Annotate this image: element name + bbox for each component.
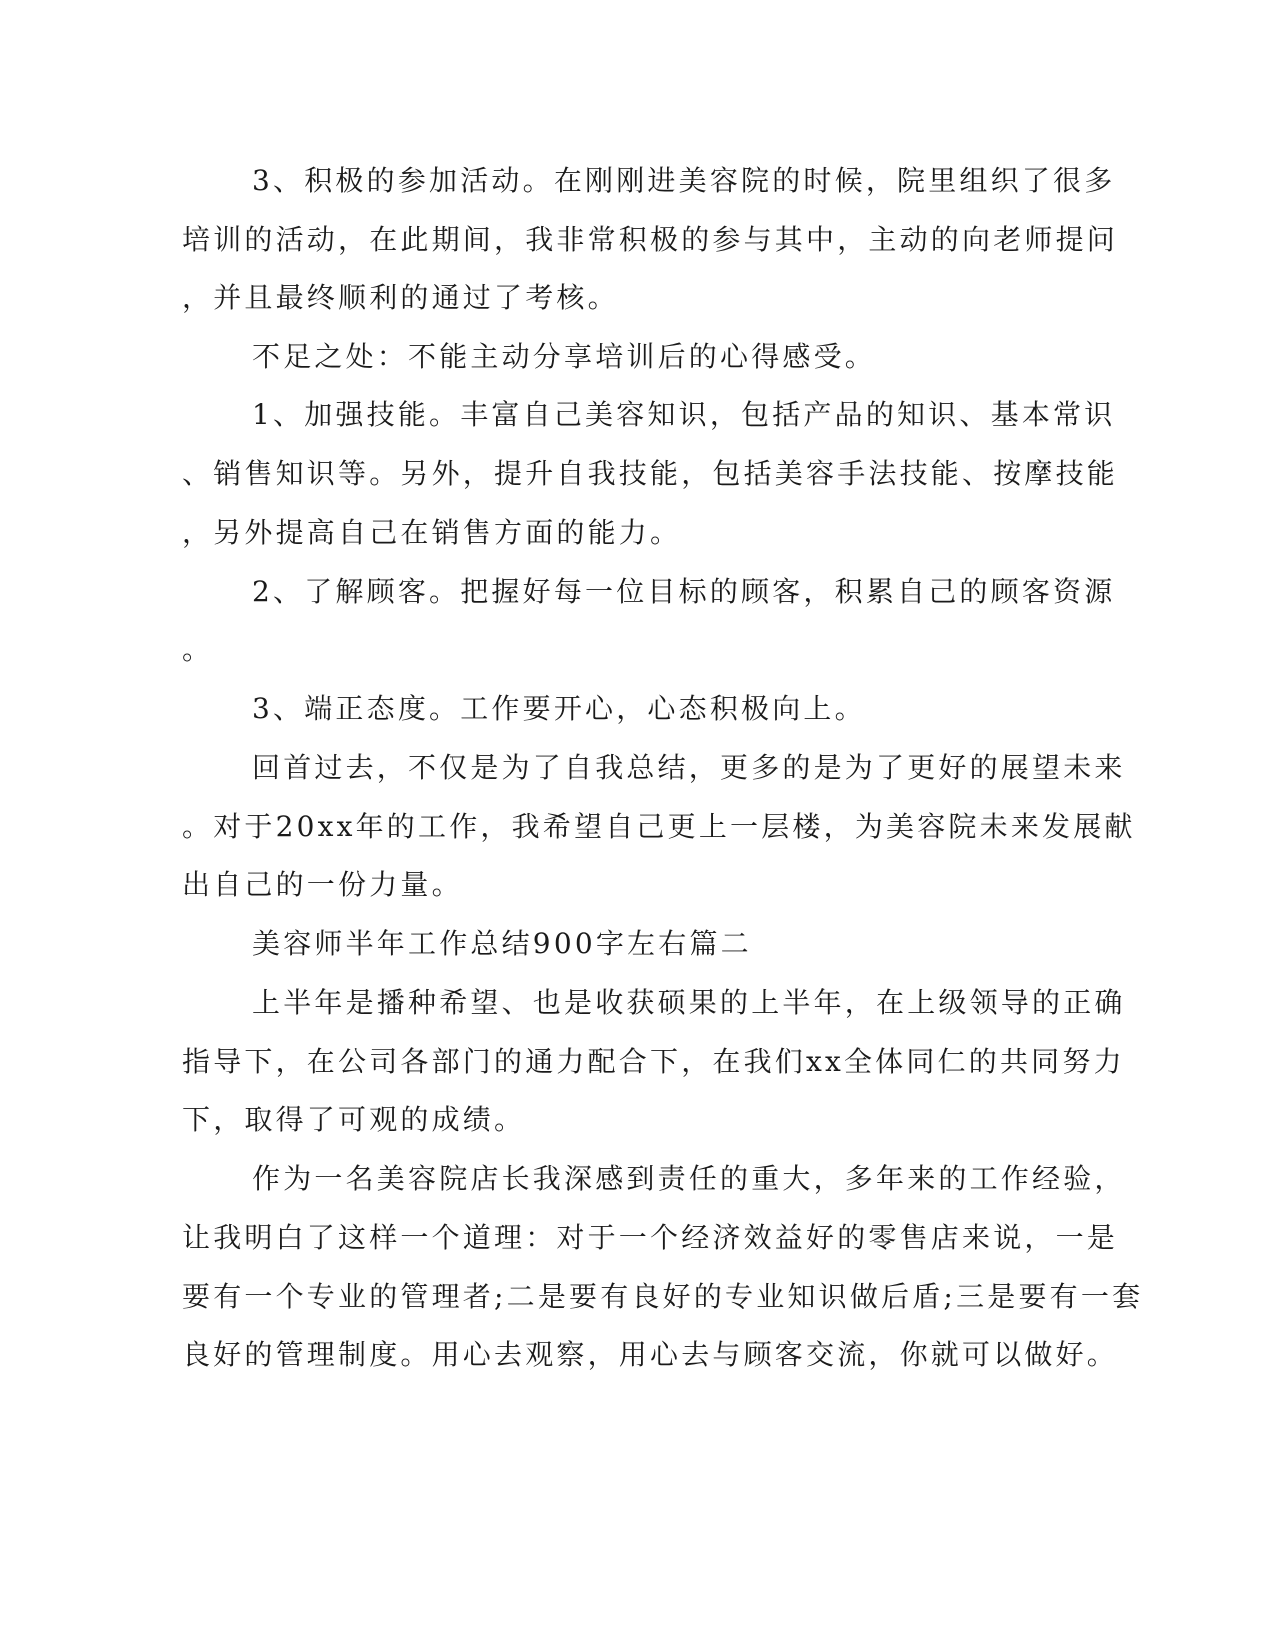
paragraph-line: 。对于20xx年的工作，我希望自己更上一层楼，为美容院未来发展献 [182,810,1136,843]
section-heading: 美容师半年工作总结900字左右篇二 [252,927,752,960]
paragraph-line: 1、加强技能。丰富自己美容知识，包括产品的知识、基本常识 [252,398,1116,431]
paragraph-line: 出自己的一份力量。 [182,868,463,901]
paragraph-line: 作为一名美容院店长我深感到责任的重大，多年来的工作经验， [252,1162,1126,1195]
paragraph-line: 、销售知识等。另外，提升自我技能，包括美容手法技能、按摩技能 [182,457,1119,490]
paragraph-line: 。 [182,633,214,666]
paragraph-line: 回首过去，不仅是为了自我总结，更多的是为了更好的展望未来 [252,751,1126,784]
paragraph-line: 上半年是播种希望、也是收获硕果的上半年，在上级领导的正确 [252,986,1126,1019]
paragraph-line: 3、积极的参加活动。在刚刚进美容院的时候，院里组织了很多 [252,164,1116,197]
paragraph-line: ，并且最终顺利的通过了考核。 [182,281,619,314]
paragraph-line: 下，取得了可观的成绩。 [182,1103,526,1136]
paragraph-line: 要有一个专业的管理者;二是要有良好的专业知识做后盾;三是要有一套 [182,1280,1144,1313]
paragraph-line: 3、端正态度。工作要开心，心态积极向上。 [252,692,866,725]
paragraph-line: ，另外提高自己在销售方面的能力。 [182,516,682,549]
paragraph-line: 培训的活动，在此期间，我非常积极的参与其中，主动的向老师提问 [182,223,1119,256]
paragraph-line: 指导下，在公司各部门的通力配合下，在我们xx全体同仁的共同努力 [182,1045,1125,1078]
paragraph-line: 不足之处：不能主动分享培训后的心得感受。 [252,340,877,373]
paragraph-line: 2、了解顾客。把握好每一位目标的顾客，积累自己的顾客资源 [252,575,1116,608]
paragraph-line: 让我明白了这样一个道理：对于一个经济效益好的零售店来说，一是 [182,1221,1119,1254]
paragraph-line: 良好的管理制度。用心去观察，用心去与顾客交流，你就可以做好。 [182,1338,1119,1371]
